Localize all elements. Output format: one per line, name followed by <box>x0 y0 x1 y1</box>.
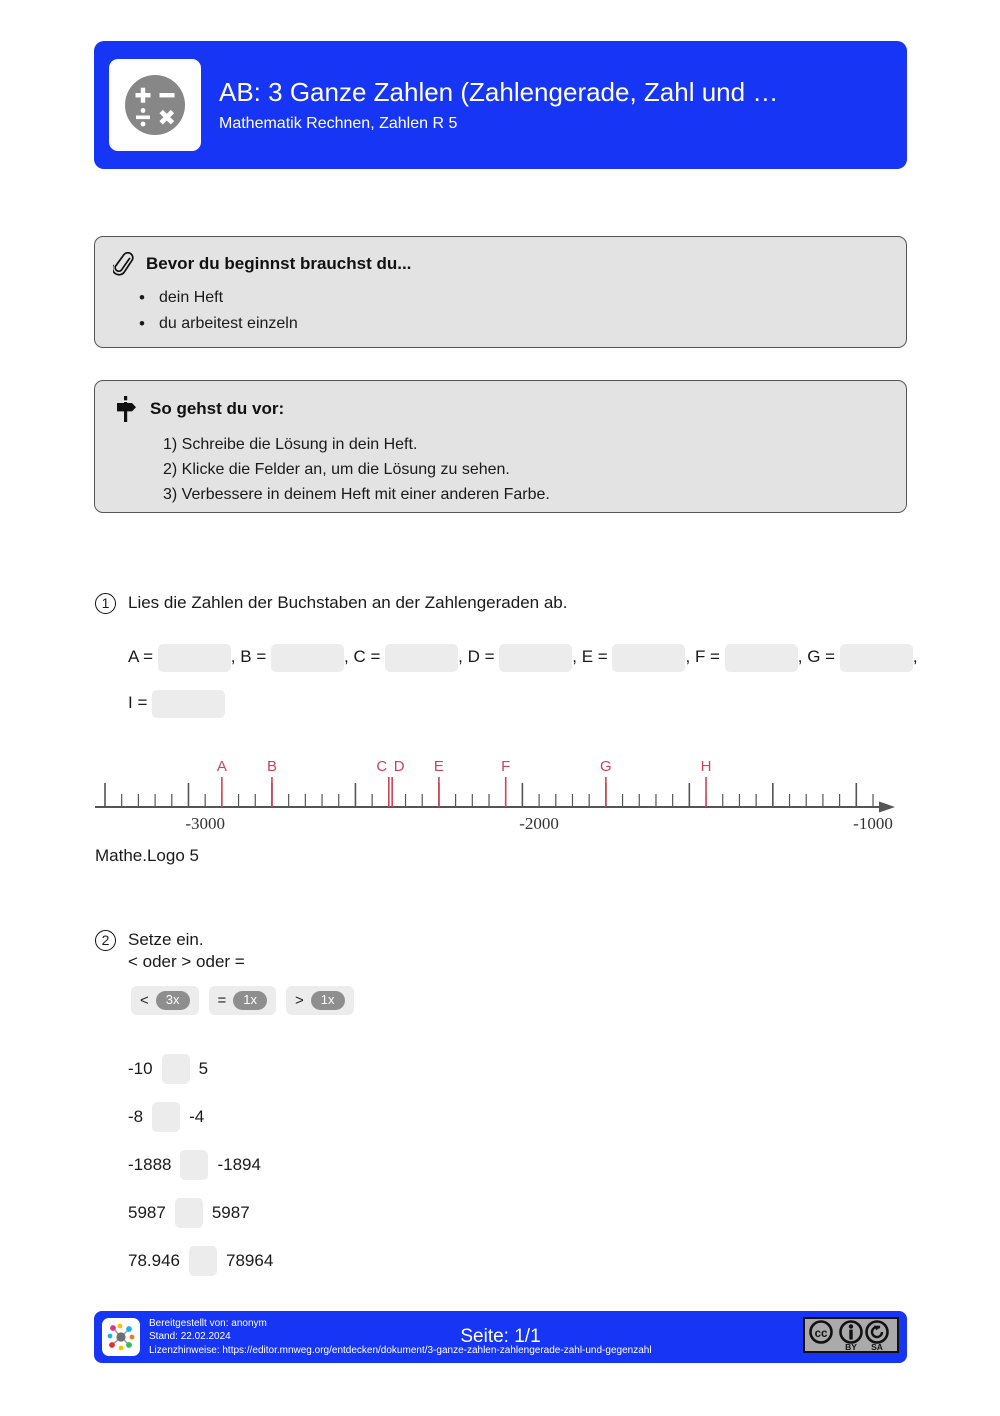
exercise-2-number: 2 <box>95 930 116 951</box>
svg-text:-2000: -2000 <box>519 814 559 833</box>
field-group-e <box>582 647 690 666</box>
materials-heading-row <box>113 251 888 277</box>
source-note: Mathe.Logo 5 <box>95 846 199 865</box>
materials-heading: Bevor du beginnst brauchst du... <box>146 254 412 273</box>
svg-text:A: A <box>216 758 227 775</box>
cmp-answer-blank[interactable] <box>152 1102 180 1132</box>
step-item: 2) Klicke die Felder an, um die Lösung zu sehen. <box>163 461 510 478</box>
chip-count: 3x <box>156 991 190 1010</box>
field-label-c: C = <box>353 647 381 666</box>
creative-commons-by-sa-icon <box>803 1317 899 1353</box>
field-sep: , <box>797 647 803 666</box>
footer-provided-by: Bereitgestellt von: anonym <box>149 1317 267 1329</box>
svg-text:BY: BY <box>845 1341 857 1352</box>
field-label-a: A = <box>128 647 154 666</box>
chip-count: 1x <box>233 991 267 1010</box>
field-sep: , <box>344 647 349 666</box>
svg-text:-1000: -1000 <box>853 814 893 833</box>
svg-text:SA: SA <box>871 1341 883 1352</box>
answer-blank-f[interactable] <box>725 644 798 672</box>
field-group-i <box>128 693 225 712</box>
field-label-f: F = <box>694 647 720 666</box>
number-line-svg <box>95 745 895 833</box>
field-sep: , <box>572 647 578 666</box>
chip-symbol: < <box>140 992 149 1009</box>
svg-text:E: E <box>433 758 444 775</box>
document-footer <box>94 1311 907 1363</box>
answer-blank-a[interactable] <box>158 644 231 672</box>
exercise-1-number: 1 <box>95 593 116 614</box>
field-group-g <box>807 647 917 666</box>
cmp-answer-blank[interactable] <box>162 1054 190 1084</box>
svg-text:G: G <box>600 758 612 775</box>
chip-count: 1x <box>311 991 345 1010</box>
list-item: • dein Heft <box>159 285 888 311</box>
table-row <box>128 1237 528 1285</box>
materials-list <box>113 285 888 337</box>
exercise-2-prompt: Setze ein. <box>128 930 204 949</box>
page-subtitle: Mathematik Rechnen, Zahlen R 5 <box>219 114 458 132</box>
field-group-c <box>353 647 462 666</box>
cmp-right: 78964 <box>226 1251 274 1270</box>
chip-symbol: > <box>295 992 304 1009</box>
footer-logo <box>102 1318 140 1356</box>
chip-less-than[interactable] <box>131 986 199 1015</box>
field-label-g: G = <box>807 647 836 666</box>
svg-text:D: D <box>393 758 405 775</box>
chip-symbol: = <box>217 992 227 1009</box>
answer-blank-d[interactable] <box>499 644 572 672</box>
answer-option-chips <box>131 986 354 1015</box>
cmp-right: 5987 <box>211 1203 250 1222</box>
answer-blank-e[interactable] <box>612 644 685 672</box>
steps-heading-row <box>113 395 888 423</box>
exercise-2-header <box>95 929 245 973</box>
exercise-2-prompt-group <box>128 929 245 973</box>
cmp-answer-blank[interactable] <box>175 1198 203 1228</box>
exercise-2-prompt-hint: < oder > oder = <box>128 952 245 971</box>
svg-text:C: C <box>376 758 388 775</box>
field-group-a <box>128 647 236 666</box>
footer-meta <box>149 1317 652 1358</box>
steps-heading: So gehst du vor: <box>150 399 285 418</box>
cmp-right: 5 <box>198 1059 209 1078</box>
field-group-f <box>695 647 803 666</box>
answer-blank-b[interactable] <box>271 644 344 672</box>
exercise-1-header <box>95 592 567 614</box>
field-label-i: I = <box>128 693 148 712</box>
signpost-icon <box>113 395 139 423</box>
cmp-answer-blank[interactable] <box>189 1246 217 1276</box>
page-title: AB: 3 Ganze Zahlen (Zahlengerade, Zahl und … <box>219 76 779 107</box>
cmp-right: -4 <box>189 1107 205 1126</box>
chip-equals[interactable] <box>209 986 277 1015</box>
cmp-left: -1888 <box>128 1155 172 1174</box>
document-header <box>94 41 907 169</box>
table-row <box>128 1189 528 1237</box>
step-item: 3) Verbessere in deinem Heft mit einer anderen Farbe. <box>163 486 550 503</box>
step-item: 1) Schreibe die Lösung in dein Heft. <box>163 436 418 453</box>
cc-license-badge[interactable] <box>803 1317 899 1358</box>
field-label-b: B = <box>240 647 267 666</box>
exercise-1-prompt: Lies die Zahlen der Buchstaben an der Zahlengeraden ab. <box>128 593 568 612</box>
cmp-left: 5987 <box>128 1203 166 1222</box>
field-sep: , <box>685 647 691 666</box>
table-row <box>128 1045 528 1093</box>
footer-page-indicator: Seite: 1/1 <box>460 1326 541 1347</box>
field-sep: , <box>458 647 463 666</box>
chip-greater-than[interactable] <box>286 986 354 1015</box>
header-text-group <box>219 76 778 135</box>
answer-blank-g[interactable] <box>840 644 913 672</box>
field-group-d <box>468 647 577 666</box>
header-logo <box>109 59 201 151</box>
svg-text:cc: cc <box>814 1327 828 1340</box>
comparison-rows <box>128 1045 528 1285</box>
footer-license-note[interactable]: Lizenzhinweise: https://editor.mnweg.org/entdecken/dokument/3-ganze-zahlen-zahlengerade-zahl-und-gegenzahl <box>149 1344 652 1356</box>
svg-text:H: H <box>700 758 712 775</box>
field-sep: , <box>230 647 236 666</box>
cmp-right: -1894 <box>217 1155 261 1174</box>
materials-box <box>94 236 907 348</box>
steps-box <box>94 380 907 513</box>
list-item: • du arbeitest einzeln <box>159 311 888 337</box>
answer-blank-i[interactable] <box>152 690 225 718</box>
cmp-left: -8 <box>128 1107 144 1126</box>
steps-list <box>113 432 888 507</box>
footer-date: Stand: 22.02.2024 <box>149 1331 231 1343</box>
exercise-1-answer-fields <box>128 634 918 726</box>
table-row <box>128 1141 528 1189</box>
field-group-b <box>240 647 348 666</box>
svg-text:-3000: -3000 <box>185 814 226 833</box>
number-line-figure <box>95 745 895 833</box>
field-sep: , <box>912 647 918 666</box>
table-row <box>128 1093 528 1141</box>
answer-blank-c[interactable] <box>385 644 458 672</box>
cmp-left: -10 <box>128 1059 153 1078</box>
calculator-operations-icon <box>119 69 191 141</box>
cmp-left: 78.946 <box>128 1251 180 1270</box>
cmp-answer-blank[interactable] <box>180 1150 208 1180</box>
paperclip-icon <box>113 251 135 277</box>
field-label-e: E = <box>581 647 608 666</box>
svg-text:B: B <box>266 758 277 775</box>
field-label-d: D = <box>467 647 495 666</box>
mnweg-network-icon <box>105 1321 137 1353</box>
svg-text:F: F <box>501 758 511 775</box>
